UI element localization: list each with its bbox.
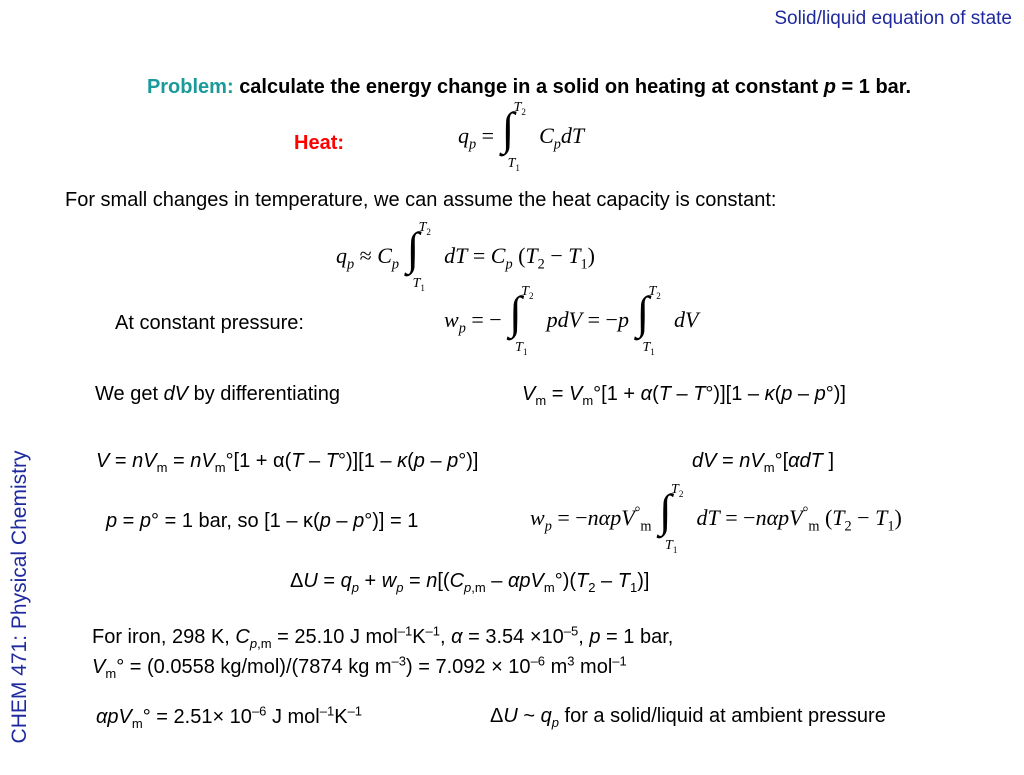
problem-text: calculate the energy change in a solid on heating at constant — [239, 76, 819, 98]
problem-label: Problem: — [146, 76, 234, 98]
constant-pressure-text: At constant pressure: — [115, 312, 304, 334]
heat-approx-equation: $q_p \approx C_p$ ∫ $T_2$ $T_1$ dT = $C_p$ $(T_2 - T_1)$ — [336, 220, 595, 293]
work-equation: $w_p$ = − ∫ $T_2$ $T_1$ pdV = −p ∫ $T_2$ $T_1$ dV — [444, 284, 699, 357]
iron-values-line1: For iron, 298 K, $C_{p,m} = 25.10$ J $mol^{-1}K^{-1}$, $\alpha = 3.54 \times 10^{-5}$, p = 1 bar, — [92, 623, 674, 651]
pressure-condition: p = p° = 1 bar, so [1 – κ(p – p°)] = 1 — [106, 510, 419, 532]
heat-equation: $q_p$ = ∫ $T_2$ $T_1$ $C_pdT$ — [458, 100, 585, 173]
iron-values-line2: $V_m^\circ = (0.0558$ kg/mol)/(7874 kg $m^{-3}) = 7.092 \times 10^{-6}$ $m^3$ mol$^{-1}$ — [92, 653, 627, 681]
alpha-p-vm-value: $\alpha pV_m^\circ = 2.51\times 10^{-6}$ J $mol^{-1}K^{-1}$ — [96, 703, 363, 731]
dv-equation: dV = $nV_m^\circ[\alpha dT$ ] — [692, 450, 835, 475]
conclusion-text: ΔU ~ $q_p$ for a solid/liquid at ambient pressure — [490, 705, 886, 730]
heat-label: Heat: — [294, 132, 345, 154]
energy-change-equation: $\Delta U = q_p + w_p = n[(C_{p,m} - \alpha pV_m^\circ)(T_2 - T_1)]$ — [290, 570, 650, 595]
side-course-label: CHEM 471: Physical Chemistry — [8, 450, 31, 744]
work-result-equation: $w_p = -n\alpha pV^\circ_m$ ∫ $T_2$ $T_1$ dT = −nαpV°$_m$ $(T_2 - T_1)$ — [530, 482, 902, 555]
molar-volume-equation: $V_m = V_m^\circ[1 + \alpha(T - T^\circ)][1 - \kappa(p - p^\circ)]$ — [522, 383, 846, 408]
small-changes-text: For small changes in temperature, we can assume the heat capacity is constant: — [65, 189, 777, 211]
we-get-text: We get dV by differentiating — [95, 383, 340, 405]
slide-header: Solid/liquid equation of state — [774, 8, 1012, 29]
problem-var: p — [823, 76, 836, 98]
volume-equation: $V = nV_m = nV_m^\circ[1 + \alpha(T - T^\circ)][1 - \kappa(p - p^\circ)]$ — [96, 450, 479, 475]
problem-text-end: = 1 bar. — [841, 76, 912, 98]
problem-statement — [74, 74, 984, 100]
